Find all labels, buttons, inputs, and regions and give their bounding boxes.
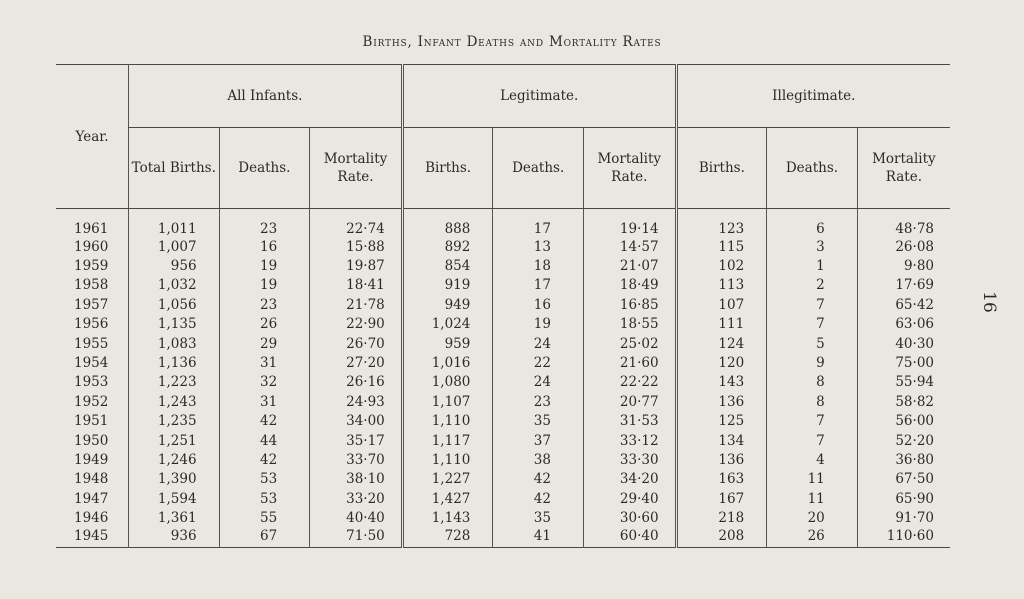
col-header-illeg-mortality-rate: Mortality Rate. <box>857 128 950 209</box>
col-header-leg-mortality-rate: Mortality Rate. <box>583 128 676 209</box>
cell-year: 1950 <box>74 432 109 449</box>
table-row <box>56 353 950 372</box>
cell-year: 1947 <box>74 490 109 507</box>
cell-all-deaths: 29 <box>219 334 310 353</box>
table-row <box>56 256 950 275</box>
cell-year: 1948 <box>74 471 109 488</box>
cell-leg-mortality-rate: 31·53 <box>583 412 676 431</box>
cell-all-mortality-rate: 22·74 <box>310 209 403 238</box>
cell-leg-births: 919 <box>402 276 493 295</box>
cell-illeg-mortality-rate: 40·30 <box>857 334 950 353</box>
cell-illeg-births: 113 <box>676 276 767 295</box>
cell-all-deaths: 42 <box>219 450 310 469</box>
cell-illeg-births: 125 <box>676 412 767 431</box>
cell-illeg-deaths: 7 <box>767 431 858 450</box>
cell-leg-deaths: 17 <box>493 209 584 238</box>
cell-leg-mortality-rate: 18·49 <box>583 276 676 295</box>
cell-leg-deaths: 38 <box>493 450 584 469</box>
cell-leg-mortality-rate: 20·77 <box>583 392 676 411</box>
cell-illeg-mortality-rate: 65·90 <box>857 489 950 508</box>
cell-all-mortality-rate: 24·93 <box>310 392 403 411</box>
cell-year: 1954 <box>74 355 109 372</box>
cell-leg-deaths: 42 <box>493 470 584 489</box>
cell-illeg-births: 163 <box>676 470 767 489</box>
cell-all-mortality-rate: 35·17 <box>310 431 403 450</box>
table-body <box>56 209 950 548</box>
cell-illeg-deaths: 7 <box>767 295 858 314</box>
col-header-all-deaths: Deaths. <box>219 128 310 209</box>
cell-all-deaths: 44 <box>219 431 310 450</box>
cell-all-deaths: 16 <box>219 237 310 256</box>
cell-leg-births: 1,107 <box>402 392 493 411</box>
cell-illeg-deaths: 5 <box>767 334 858 353</box>
cell-leg-mortality-rate: 21·07 <box>583 256 676 275</box>
table-row <box>56 334 950 353</box>
cell-illeg-mortality-rate: 67·50 <box>857 470 950 489</box>
cell-leg-births: 949 <box>402 295 493 314</box>
cell-illeg-mortality-rate: 91·70 <box>857 508 950 527</box>
cell-illeg-deaths: 4 <box>767 450 858 469</box>
table-row <box>56 431 950 450</box>
cell-all-total-births: 1,007 <box>128 237 219 256</box>
table-row <box>56 373 950 392</box>
cell-leg-deaths: 18 <box>493 256 584 275</box>
cell-year: 1960 <box>74 238 109 255</box>
cell-leg-births: 888 <box>402 209 493 238</box>
table-row <box>56 528 950 547</box>
cell-illeg-births: 120 <box>676 353 767 372</box>
cell-illeg-mortality-rate: 58·82 <box>857 392 950 411</box>
cell-leg-mortality-rate: 33·30 <box>583 450 676 469</box>
cell-illeg-births: 218 <box>676 508 767 527</box>
cell-all-mortality-rate: 38·10 <box>310 470 403 489</box>
cell-all-deaths: 53 <box>219 470 310 489</box>
cell-all-deaths: 67 <box>219 528 310 547</box>
cell-all-mortality-rate: 26·16 <box>310 373 403 392</box>
cell-all-total-births: 1,136 <box>128 353 219 372</box>
cell-leg-mortality-rate: 21·60 <box>583 353 676 372</box>
cell-all-total-births: 1,246 <box>128 450 219 469</box>
cell-illeg-mortality-rate: 55·94 <box>857 373 950 392</box>
mortality-table <box>56 64 950 548</box>
cell-leg-deaths: 41 <box>493 528 584 547</box>
cell-illeg-births: 124 <box>676 334 767 353</box>
cell-all-total-births: 1,361 <box>128 508 219 527</box>
cell-all-mortality-rate: 71·50 <box>310 528 403 547</box>
cell-leg-births: 1,227 <box>402 470 493 489</box>
cell-all-mortality-rate: 33·70 <box>310 450 403 469</box>
table-row <box>56 508 950 527</box>
year-header: Year. <box>56 65 128 209</box>
cell-year: 1957 <box>74 296 109 313</box>
cell-all-total-births: 1,594 <box>128 489 219 508</box>
cell-illeg-deaths: 11 <box>767 470 858 489</box>
cell-leg-mortality-rate: 60·40 <box>583 528 676 547</box>
col-header-leg-births: Births. <box>402 128 493 209</box>
cell-all-deaths: 32 <box>219 373 310 392</box>
cell-all-total-births: 1,011 <box>128 209 219 238</box>
table-row <box>56 450 950 469</box>
cell-illeg-mortality-rate: 48·78 <box>857 209 950 238</box>
cell-all-deaths: 23 <box>219 209 310 238</box>
cell-illeg-births: 143 <box>676 373 767 392</box>
cell-year: 1956 <box>74 316 109 333</box>
group-header-legitimate: Legitimate. <box>402 65 676 128</box>
cell-leg-mortality-rate: 22·22 <box>583 373 676 392</box>
cell-all-total-births: 1,135 <box>128 315 219 334</box>
cell-leg-births: 1,080 <box>402 373 493 392</box>
cell-illeg-mortality-rate: 26·08 <box>857 237 950 256</box>
cell-leg-deaths: 24 <box>493 373 584 392</box>
col-header-illeg-deaths: Deaths. <box>767 128 858 209</box>
cell-illeg-births: 134 <box>676 431 767 450</box>
cell-leg-births: 959 <box>402 334 493 353</box>
cell-leg-deaths: 16 <box>493 295 584 314</box>
cell-illeg-mortality-rate: 52·20 <box>857 431 950 450</box>
cell-illeg-deaths: 8 <box>767 373 858 392</box>
cell-illeg-mortality-rate: 110·60 <box>857 528 950 547</box>
cell-all-deaths: 26 <box>219 315 310 334</box>
cell-all-deaths: 42 <box>219 412 310 431</box>
cell-year: 1959 <box>74 258 109 275</box>
cell-illeg-mortality-rate: 9·80 <box>857 256 950 275</box>
cell-all-total-births: 1,083 <box>128 334 219 353</box>
table-title: Births, Infant Deaths and Mortality Rates <box>362 34 662 50</box>
cell-all-mortality-rate: 22·90 <box>310 315 403 334</box>
cell-leg-mortality-rate: 29·40 <box>583 489 676 508</box>
table-row <box>56 237 950 256</box>
cell-all-deaths: 19 <box>219 256 310 275</box>
cell-leg-deaths: 35 <box>493 508 584 527</box>
cell-all-mortality-rate: 18·41 <box>310 276 403 295</box>
cell-leg-births: 1,110 <box>402 412 493 431</box>
cell-all-mortality-rate: 33·20 <box>310 489 403 508</box>
page-number: 16 <box>978 291 999 313</box>
cell-illeg-births: 167 <box>676 489 767 508</box>
table-row <box>56 295 950 314</box>
cell-all-deaths: 31 <box>219 392 310 411</box>
cell-year: 1945 <box>74 528 109 545</box>
cell-all-mortality-rate: 26·70 <box>310 334 403 353</box>
cell-leg-mortality-rate: 30·60 <box>583 508 676 527</box>
cell-all-total-births: 956 <box>128 256 219 275</box>
cell-all-deaths: 19 <box>219 276 310 295</box>
cell-leg-births: 1,110 <box>402 450 493 469</box>
cell-year: 1953 <box>74 374 109 391</box>
cell-leg-deaths: 37 <box>493 431 584 450</box>
cell-leg-mortality-rate: 25·02 <box>583 334 676 353</box>
cell-all-mortality-rate: 15·88 <box>310 237 403 256</box>
cell-illeg-births: 136 <box>676 392 767 411</box>
cell-leg-births: 1,427 <box>402 489 493 508</box>
cell-year: 1946 <box>74 510 109 527</box>
cell-illeg-deaths: 11 <box>767 489 858 508</box>
col-header-illeg-births: Births. <box>676 128 767 209</box>
table-row <box>56 276 950 295</box>
table-row <box>56 489 950 508</box>
cell-illeg-births: 208 <box>676 528 767 547</box>
cell-year: 1961 <box>74 221 109 237</box>
cell-leg-births: 1,024 <box>402 315 493 334</box>
cell-illeg-mortality-rate: 56·00 <box>857 412 950 431</box>
cell-illeg-deaths: 1 <box>767 256 858 275</box>
cell-leg-births: 1,143 <box>402 508 493 527</box>
table-row <box>56 315 950 334</box>
cell-illeg-deaths: 8 <box>767 392 858 411</box>
cell-leg-deaths: 23 <box>493 392 584 411</box>
cell-leg-deaths: 19 <box>493 315 584 334</box>
cell-all-mortality-rate: 21·78 <box>310 295 403 314</box>
cell-leg-deaths: 35 <box>493 412 584 431</box>
col-header-all-mortality-rate: Mortality Rate. <box>310 128 403 209</box>
cell-all-total-births: 1,032 <box>128 276 219 295</box>
cell-illeg-births: 111 <box>676 315 767 334</box>
cell-illeg-mortality-rate: 36·80 <box>857 450 950 469</box>
cell-illeg-deaths: 9 <box>767 353 858 372</box>
cell-illeg-births: 115 <box>676 237 767 256</box>
col-header-all-total-births: Total Births. <box>128 128 219 209</box>
cell-all-deaths: 31 <box>219 353 310 372</box>
cell-leg-births: 1,016 <box>402 353 493 372</box>
cell-leg-deaths: 42 <box>493 489 584 508</box>
cell-leg-births: 1,117 <box>402 431 493 450</box>
cell-illeg-deaths: 20 <box>767 508 858 527</box>
col-header-leg-deaths: Deaths. <box>493 128 584 209</box>
cell-leg-deaths: 17 <box>493 276 584 295</box>
cell-all-total-births: 1,223 <box>128 373 219 392</box>
table-row <box>56 412 950 431</box>
cell-all-total-births: 1,243 <box>128 392 219 411</box>
cell-all-total-births: 936 <box>128 528 219 547</box>
cell-leg-deaths: 22 <box>493 353 584 372</box>
cell-leg-mortality-rate: 33·12 <box>583 431 676 450</box>
cell-leg-mortality-rate: 14·57 <box>583 237 676 256</box>
cell-illeg-deaths: 6 <box>767 209 858 238</box>
cell-all-total-births: 1,251 <box>128 431 219 450</box>
cell-year: 1955 <box>74 335 109 352</box>
cell-all-deaths: 53 <box>219 489 310 508</box>
cell-all-deaths: 23 <box>219 295 310 314</box>
cell-leg-mortality-rate: 18·55 <box>583 315 676 334</box>
cell-year: 1951 <box>74 413 109 430</box>
cell-illeg-deaths: 26 <box>767 528 858 547</box>
group-header-all-infants: All Infants. <box>128 65 402 128</box>
cell-all-mortality-rate: 27·20 <box>310 353 403 372</box>
cell-illeg-mortality-rate: 63·06 <box>857 315 950 334</box>
cell-illeg-deaths: 2 <box>767 276 858 295</box>
cell-leg-deaths: 13 <box>493 237 584 256</box>
table-row <box>56 392 950 411</box>
cell-illeg-mortality-rate: 17·69 <box>857 276 950 295</box>
cell-leg-mortality-rate: 19·14 <box>583 209 676 238</box>
cell-all-total-births: 1,056 <box>128 295 219 314</box>
cell-all-mortality-rate: 34·00 <box>310 412 403 431</box>
cell-leg-births: 728 <box>402 528 493 547</box>
cell-leg-mortality-rate: 34·20 <box>583 470 676 489</box>
cell-illeg-births: 123 <box>676 209 767 238</box>
cell-leg-deaths: 24 <box>493 334 584 353</box>
cell-illeg-births: 102 <box>676 256 767 275</box>
cell-illeg-deaths: 3 <box>767 237 858 256</box>
cell-all-total-births: 1,390 <box>128 470 219 489</box>
cell-all-mortality-rate: 40·40 <box>310 508 403 527</box>
cell-all-total-births: 1,235 <box>128 412 219 431</box>
table-row <box>56 470 950 489</box>
cell-leg-births: 854 <box>402 256 493 275</box>
cell-year: 1958 <box>74 277 109 294</box>
cell-all-mortality-rate: 19·87 <box>310 256 403 275</box>
cell-leg-mortality-rate: 16·85 <box>583 295 676 314</box>
cell-year: 1949 <box>74 451 109 468</box>
cell-leg-births: 892 <box>402 237 493 256</box>
table-row <box>56 209 950 238</box>
cell-illeg-births: 107 <box>676 295 767 314</box>
cell-illeg-births: 136 <box>676 450 767 469</box>
cell-illeg-mortality-rate: 75·00 <box>857 353 950 372</box>
cell-illeg-deaths: 7 <box>767 412 858 431</box>
cell-all-deaths: 55 <box>219 508 310 527</box>
group-header-illegitimate: Illegitimate. <box>676 65 950 128</box>
cell-illeg-deaths: 7 <box>767 315 858 334</box>
cell-year: 1952 <box>74 393 109 410</box>
cell-illeg-mortality-rate: 65·42 <box>857 295 950 314</box>
